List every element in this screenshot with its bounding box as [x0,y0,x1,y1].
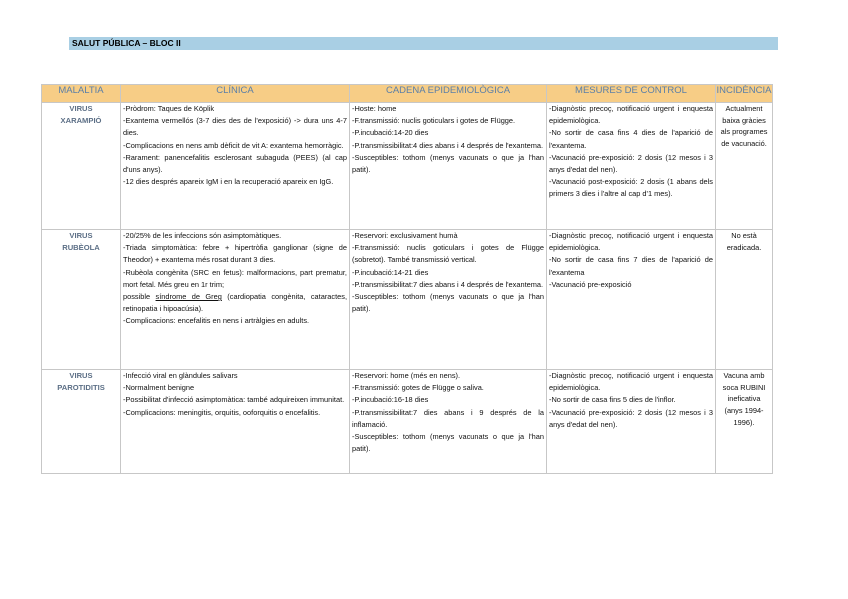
clinica-line: -Infecció viral en glàndules salivars [123,371,238,380]
header-malaltia: MALALTIA [42,85,121,103]
cadena-line: -P.transmissibilitat:4 dies abans i 4 després de l'exantema. [352,140,544,150]
clinica-line: -Normalment benigne [123,383,195,393]
cadena-line: -Susceptibles: tothom (menys vacunats o que ja l'han patit). [352,152,544,175]
mesures-cell [547,370,716,474]
cadena-cell [350,103,547,230]
cadena-line: -P.incubació:16-18 dies [352,395,429,405]
table-header-row [42,85,773,103]
header-clinica: CLÍNICA [121,85,350,103]
disease-table [41,84,773,474]
cadena-line: -Reservori: exclusivament humà [352,231,458,240]
clinica-line: -Rubèola congènita (SRC en fetus): malformacions, part prematur, mort fetal. Més greu en 1r trim; [123,267,347,289]
header-cadena: CADENA EPIDEMIOLÒGICA [350,85,547,103]
cadena-cell [350,230,547,370]
clinica-line: -Possibilitat d'infecció asimptomàtica: també adquireixen immunitat. [123,395,345,405]
disease-name: VIRUS XARAMPIÓ [42,103,121,230]
sindrome-greg-link: síndrome de Greg [155,292,222,302]
clinica-cell [121,230,350,370]
table-row [42,103,773,230]
mesures-line: -Diagnòstic precoç, notificació urgent i enquesta epidemiològica. [549,104,713,126]
mesures-line: -No sortir de casa fins 7 dies de l'aparició de l'exantema [549,255,713,277]
clinica-line: -Exantema vermellós (3-7 dies des de l'exposició) -> dura uns 4-7 dies. [123,116,347,138]
disease-name: VIRUS RUBÈOLA [42,230,121,370]
cadena-cell [350,370,547,474]
mesures-line: -Diagnòstic precoç, notificació urgent i enquesta epidemiològica. [549,231,713,253]
mesures-line: -Vacunació post-exposició: 2 dosis (1 abans dels primers 3 dies i l'altre al cap d'1 mes). [549,177,713,199]
cadena-line: -Hoste: home [352,104,397,113]
mesures-line: -No sortir de casa fins 5 dies de l'inflor. [549,395,676,405]
clinica-cell [121,370,350,474]
mesures-cell [547,103,716,230]
header-incidencia: INCIDÈNCIA [716,85,773,103]
header-mesures: MESURES DE CONTROL [547,85,716,103]
clinica-cell [121,103,350,230]
clinica-line: -Rarament: panencefalitis esclerosant subaguda (PEES) (al cap d'uns anys). [123,152,347,175]
cadena-line: -P.transmissibilitat:7 dies abans i 4 després de l'exantema. [352,279,544,289]
cadena-line: -Susceptibles: tothom (menys vacunats o que ja l'han patit). [352,292,544,314]
mesures-line: -No sortir de casa fins 4 dies de l'aparició de l'exantema. [549,128,713,150]
clinica-line: -Pròdrom: Taques de Köplik [123,104,215,113]
clinica-line: -Complicacions: encefalitis en nens i artràlgies en adults. [123,316,310,326]
cadena-line: -P.incubació:14-21 dies [352,267,429,277]
mesures-line: -Vacunació pre-exposició [549,279,632,289]
cadena-line: -Reservori: home (més en nens). [352,371,461,380]
clinica-line: -20/25% de les infeccions són asimptomàtiques. [123,231,282,240]
cadena-line: -P.incubació:14-20 dies [352,128,429,138]
mesures-cell [547,230,716,370]
cadena-line: -F.transmissió: gotes de Flügge o saliva. [352,383,484,393]
clinica-line: -Complicacions: meningitis, orquitis, ooforquitis o encefalitis. [123,407,321,417]
incidencia-cell: No està eradicada. [716,230,773,370]
clinica-line: -Complicacions en nens amb dèficit de vit A: exantema hemorràgic. [123,140,344,150]
table-row [42,370,773,474]
clinica-line: -12 dies després apareix IgM i en la recuperació apareix en IgG. [123,177,334,187]
clinica-line-greg: possible síndrome de Greg (cardiopatia congènita, cataractes, retinopatia i hipoacúsia). [123,292,348,314]
incidencia-cell: Vacuna amb soca RUBINI ineficativa (anys 1994-1996). [716,370,773,474]
mesures-line: -Diagnòstic precoç, notificació urgent i enquesta epidemiològica. [549,371,713,393]
incidencia-cell: Actualment baixa gràcies als programes de vacunació. [716,103,773,230]
cadena-line: -Susceptibles: tothom (menys vacunats o que ja l'han patit). [352,432,544,454]
clinica-line: -Triada simptomàtica: febre + hipertròfia ganglionar (signe de Theodor) + exantema més rosat durant 3 dies. [123,243,347,265]
mesures-line: -Vacunació pre-exposició: 2 dosis (12 mesos i 3 anys d'edat del nen). [549,152,713,175]
table-row [42,230,773,370]
cadena-line: -P.transmissibilitat:7 dies abans i 9 després de la inflamació. [352,407,544,429]
cadena-line: -F.transmissió: nuclis goticulars i gotes de Flügge (sobretot). També transmissió vertical. [352,243,544,265]
document-title: SALUT PÚBLICA – BLOC II [69,37,778,50]
disease-name: VIRUS PAROTIDITIS [42,370,121,474]
cadena-line: -F.transmissió: nuclis goticulars i gotes de Flügge. [352,116,516,126]
mesures-line: -Vacunació pre-exposició: 2 dosis (12 mesos i 3 anys d'edat del nen). [549,407,713,429]
